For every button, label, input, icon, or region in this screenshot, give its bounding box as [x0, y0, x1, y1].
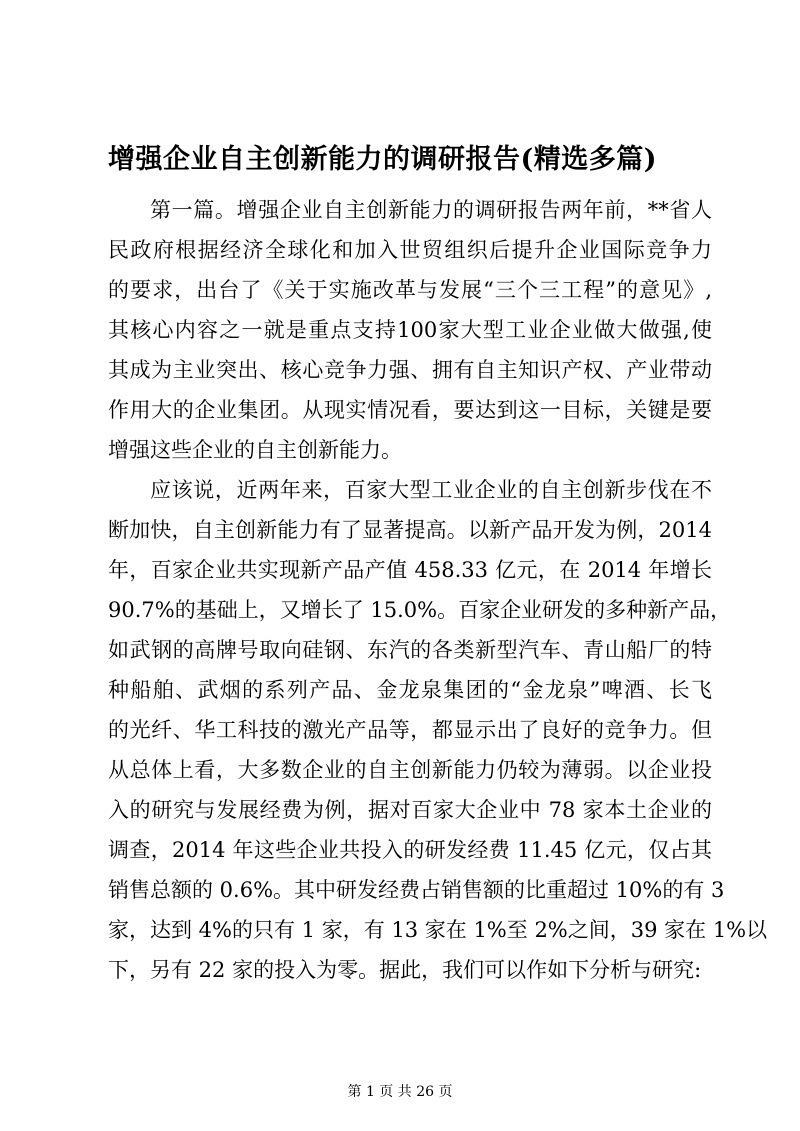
paragraph-2	[108, 470, 768, 990]
paragraph-line: 增强这些企业的自主创新能力。	[108, 438, 402, 462]
paragraph-line: 民政府根据经济全球化和加入世贸组织后提升企业国际竞争力	[108, 238, 712, 262]
document-body	[108, 190, 768, 990]
paragraph-line: 其核心内容之一就是重点支持100家大型工业企业做大做强,使	[108, 318, 712, 342]
paragraph-line: 从总体上看，大多数企业的自主创新能力仍较为薄弱。以企业投	[108, 758, 712, 782]
page-number-footer: 第 1 页 共 26 页	[347, 1084, 453, 1100]
paragraph-line: 的光纤、华工科技的激光产品等，都显示出了良好的竞争力。但	[108, 718, 712, 742]
paragraph-line: 应该说，近两年来，百家大型工业企业的自主创新步伐在不	[150, 478, 712, 502]
paragraph-line: 其成为主业突出、核心竞争力强、拥有自主知识产权、产业带动	[108, 358, 712, 382]
paragraph-line: 90.7%的基础上，又增长了 15.0%。百家企业研发的多种新产品，	[108, 598, 732, 622]
paragraph-line: 作用大的企业集团。从现实情况看，要达到这一目标，关键是要	[108, 398, 712, 422]
paragraph-line: 年，百家企业共实现新产品产值 458.33 亿元，在 2014 年增长	[108, 558, 712, 582]
paragraph-line: 入的研究与发展经费为例，据对百家大企业中 78 家本土企业的	[108, 798, 712, 822]
paragraph-line: 调查，2014 年这些企业共投入的研发经费 11.45 亿元，仅占其	[108, 838, 712, 862]
paragraph-line: 种船舶、武烟的系列产品、金龙泉集团的“金龙泉”啤酒、长飞	[108, 678, 712, 702]
paragraph-1	[108, 190, 712, 470]
paragraph-line: 如武钢的高牌号取向硅钢、东汽的各类新型汽车、青山船厂的特	[108, 638, 712, 662]
paragraph-line: 的要求，出台了《关于实施改革与发展“三个三工程”的意见》,	[108, 278, 712, 302]
paragraph-line: 下，另有 22 家的投入为零。据此，我们可以作如下分析与研究:	[108, 958, 702, 982]
paragraph-line: 销售总额的 0.6%。其中研发经费占销售额的比重超过 10%的有 3	[108, 878, 725, 902]
paragraph-line: 断加快，自主创新能力有了显著提高。以新产品开发为例，2014	[108, 518, 712, 542]
paragraph-line: 家，达到 4%的只有 1 家，有 13 家在 1%至 2%之间，39 家在 1%以	[108, 918, 768, 942]
paragraph-line: 第一篇。增强企业自主创新能力的调研报告两年前，**省人	[150, 198, 712, 222]
document-title: 增强企业自主创新能力的调研报告(精选多篇)	[108, 144, 658, 175]
